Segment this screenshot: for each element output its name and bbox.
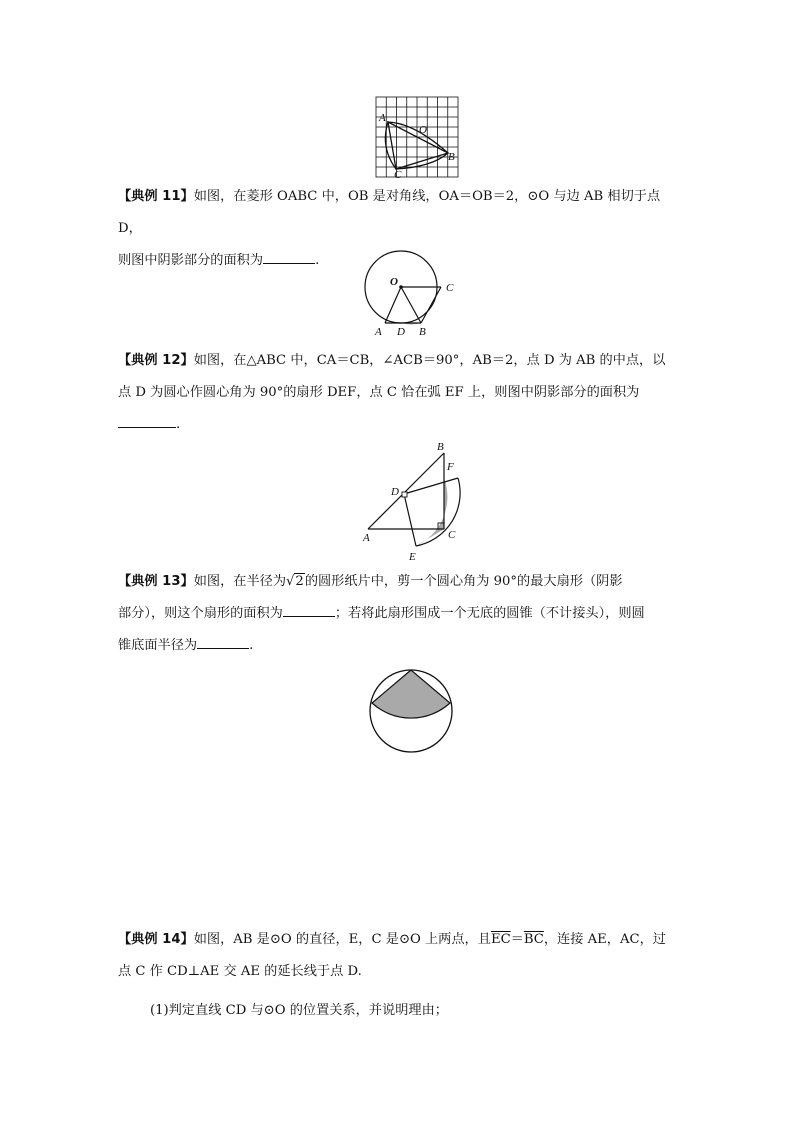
- question-1-text: (1)判定直线 CD 与⊙O 的位置关系，并说明理由；: [150, 1003, 448, 1018]
- tri-label-a: A: [363, 532, 370, 544]
- example-14-pre: 如图，AB 是⊙O 的直径，E，C 是⊙O 上两点，且: [193, 932, 491, 947]
- arc-ec: $\overline{EC}$: [490, 932, 511, 947]
- answer-blank[interactable]: [197, 634, 249, 649]
- example-12-line1: 如图，在△ABC 中，CA＝CB，∠ACB＝90°，AB＝2，点 D 为 AB 的中点，以: [193, 353, 666, 368]
- example-13: [118, 566, 678, 662]
- circle-label-o: O: [390, 276, 398, 288]
- triangle-sector-figure: [358, 438, 468, 564]
- arc-bc: $\overline{BC}$: [523, 932, 544, 947]
- rhombus-circle-figure: [360, 249, 470, 341]
- sqrt-symbol: √2: [286, 574, 304, 589]
- circle-sector-figure: [366, 668, 458, 756]
- example-11-tag: 【典例 11】: [118, 189, 194, 204]
- answer-blank[interactable]: [118, 413, 176, 428]
- example-12-line2: 点 D 为圆心作圆心角为 90°的扇形 DEF，点 C 恰在弧 EF 上，则图中阴影部分的面积为: [118, 385, 640, 400]
- circle-label-b: B: [419, 326, 426, 338]
- example-14-tag: 【典例 14】: [118, 932, 194, 947]
- answer-blank[interactable]: [283, 602, 335, 617]
- example-11-line1: 如图，在菱形 OABC 中，OB 是对角线，OA＝OB＝2，⊙O 与边 AB 相切于点 D，: [118, 189, 661, 236]
- example-13-line2b: ；若将此扇形围成一个无底的圆锥（不计接头），则圆: [334, 606, 645, 621]
- example-13-post: 的圆形纸片中，剪一个圆心角为 90°的最大扇形（阴影: [304, 574, 623, 589]
- grid-figure: [374, 95, 462, 180]
- example-13-pre: 如图，在半径为: [193, 574, 287, 589]
- example-11-line2: 则图中阴影部分的面积为: [118, 253, 264, 268]
- grid-label-a: A: [379, 112, 386, 124]
- example-12-tag: 【典例 12】: [118, 353, 194, 368]
- example-13-line2a: 部分），则这个扇形的面积为: [118, 606, 283, 621]
- period: .: [315, 253, 320, 268]
- period: .: [176, 417, 181, 432]
- period: .: [249, 638, 254, 653]
- tri-label-f: F: [447, 461, 454, 473]
- circle-label-d: D: [397, 326, 405, 338]
- tri-label-e: E: [409, 551, 416, 563]
- tri-label-b: B: [437, 441, 444, 453]
- answer-blank[interactable]: [263, 249, 315, 264]
- example-13-tag: 【典例 13】: [118, 574, 194, 589]
- circle-label-c: C: [446, 282, 454, 294]
- radicand: 2: [295, 574, 304, 589]
- example-12: [118, 345, 678, 441]
- grid-label-c: C: [394, 169, 402, 180]
- example-14-post: ，连接 AE，AC，过: [543, 932, 666, 947]
- example-14-question-1: [150, 995, 670, 1027]
- example-14-line2: 点 C 作 CD⊥AE 交 AE 的延长线于点 D.: [118, 964, 362, 979]
- example-14: [118, 924, 678, 988]
- grid-label-b: B: [448, 151, 455, 163]
- grid-label-o: O: [419, 124, 427, 136]
- equals-sign: ＝: [510, 932, 524, 947]
- tri-label-c: C: [448, 529, 456, 541]
- circle-label-a: A: [375, 326, 382, 338]
- example-13-line3: 锥底面半径为: [118, 638, 198, 653]
- tri-label-d: D: [391, 486, 399, 498]
